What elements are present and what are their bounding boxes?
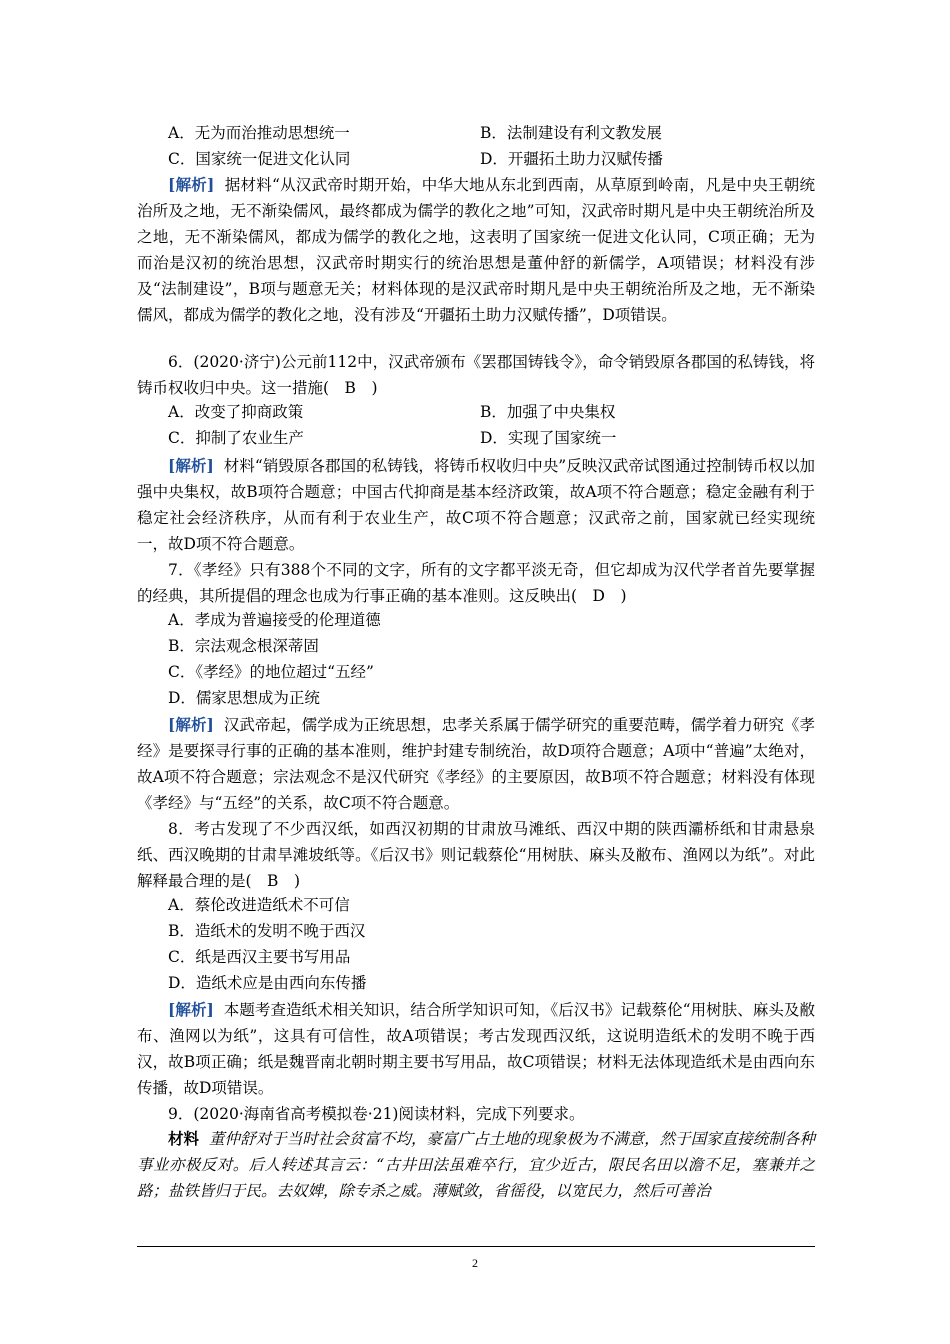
- footer-divider: [137, 1246, 815, 1247]
- q7-analysis-text: 汉武帝起，儒学成为正统思想，忠孝关系属于儒学研究的重要范畴，儒学着力研究《孝经》是要探寻行事的正确的基本准则，维护封建专制统治，故D项符合题意；A项中“普遍”太绝对，故A项不符合题意；宗法观念不是汉代研究《孝经》的主要原因，故B项不符合题意；材料没有体现《孝经》与“五经”的关系，故C项不符合题意。: [137, 716, 815, 812]
- q6-analysis-text: 材料“销毁原各郡国的私铸钱，将铸币权收归中央”反映汉武帝试图通过控制铸币权以加强中央集权，故B项符合题意；中国古代抑商是基本经济政策，故A项不符合题意；稳定金融有利于稳定社会经济秩序，从而有利于农业生产，故C项不符合题意；汉武帝之前，国家就已经实现统一，故D项不符合题意。: [137, 457, 815, 553]
- analysis-label: [解析]: [168, 715, 214, 734]
- q9-stem: 9．(2020·海南省高考模拟卷·21)阅读材料，完成下列要求。: [168, 1105, 585, 1123]
- q6-option-c: C．抑制了农业生产: [168, 429, 304, 447]
- q5-option-a: A．无为而治推动思想统一: [168, 124, 350, 142]
- q8-option-b: B．造纸术的发明不晚于西汉: [168, 922, 366, 940]
- q7-stem: 7．《孝经》只有388个不同的文字，所有的文字都平淡无奇，但它却成为汉代学者首先要掌握的经典，其所提倡的理念也成为行事正确的基本准则。这反映出( D ): [137, 561, 815, 605]
- analysis-label: [解析]: [168, 175, 215, 194]
- page-number: 2: [472, 1256, 478, 1270]
- q6-stem: 6．(2020·济宁)公元前112中，汉武帝颁布《罢郡国铸钱令》，命令销毁原各郡国的私铸钱，将铸币权收归中央。这一措施( B ): [137, 353, 815, 397]
- q8-option-d: D．造纸术应是由西向东传播: [168, 974, 367, 992]
- q8-option-c: C．纸是西汉主要书写用品: [168, 948, 351, 966]
- material-label: 材料: [168, 1129, 200, 1148]
- q8-stem: 8．考古发现了不少西汉纸，如西汉初期的甘肃放马滩纸、西汉中期的陕西灞桥纸和甘肃悬泉纸、西汉晚期的甘肃旱滩坡纸等。《后汉书》则记载蔡伦“用树肤、麻头及敝布、渔网以为纸”。对此解释最合理的是( B ): [137, 820, 815, 890]
- q7-option-c: C．《孝经》的地位超过“五经”: [168, 663, 374, 681]
- q6-analysis: [137, 453, 815, 557]
- q7-option-a: A．孝成为普遍接受的伦理道德: [168, 611, 381, 629]
- q5-analysis-text: 据材料“从汉武帝时期开始，中华大地从东北到西南，从草原到岭南，凡是中央王朝统治所及之地，无不渐染儒风，最终都成为儒学的教化之地”可知，汉武帝时期凡是中央王朝统治所及之地，无不渐染儒风，都成为儒学的教化之地，这表明了国家统一促进文化认同，C项正确；无为而治是汉初的统治思想，汉武帝时期实行的统治思想是董仲舒的新儒学，A项错误；材料没有涉及“法制建设”，B项与题意无关；材料体现的是汉武帝时期凡是中央王朝统治所及之地，无不渐染儒风，都成为儒学的教化之地，没有涉及“开疆拓土助力汉赋传播”，D项错误。: [137, 176, 815, 324]
- analysis-label: [解析]: [168, 1000, 214, 1019]
- q7-analysis: [137, 712, 815, 816]
- q7-option-b: B．宗法观念根深蒂固: [168, 637, 319, 655]
- q6-option-b: B．加强了中央集权: [480, 403, 616, 421]
- q9-material: [137, 1126, 815, 1204]
- q8-option-a: A．蔡伦改进造纸术不可信: [168, 896, 350, 914]
- q5-option-c: C．国家统一促进文化认同: [168, 150, 351, 168]
- q8-analysis-text: 本题考查造纸术相关知识，结合所学知识可知，《后汉书》记载蔡伦“用树肤、麻头及敝布、渔网以为纸”，这具有可信性，故A项错误；考古发现西汉纸，这说明造纸术的发明不晚于西汉，故B项正确；纸是魏晋南北朝时期主要书写用品，故C项错误；材料无法体现造纸术是由西向东传播，故D项错误。: [137, 1001, 815, 1097]
- q5-option-b: B．法制建设有利文教发展: [480, 124, 662, 142]
- q5-option-d: D．开疆拓土助力汉赋传播: [480, 150, 663, 168]
- q5-analysis: [137, 172, 815, 328]
- q8-analysis: [137, 997, 815, 1101]
- analysis-label: [解析]: [168, 456, 214, 475]
- q6-option-d: D．实现了国家统一: [480, 429, 617, 447]
- q9-material-text: 董仲舒对于当时社会贫富不均，豪富广占土地的现象极为不满意，然于国家直接统制各种事业亦极反对。后人转述其言云：“古井田法虽难卒行，宜少近古，限民名田以澹不足，塞兼并之路；盐铁皆归于民。去奴婢，除专杀之威。薄赋敛，省徭役，以宽民力，然后可善治: [137, 1130, 815, 1200]
- q6-option-a: A．改变了抑商政策: [168, 403, 304, 421]
- q7-option-d: D．儒家思想成为正统: [168, 689, 320, 707]
